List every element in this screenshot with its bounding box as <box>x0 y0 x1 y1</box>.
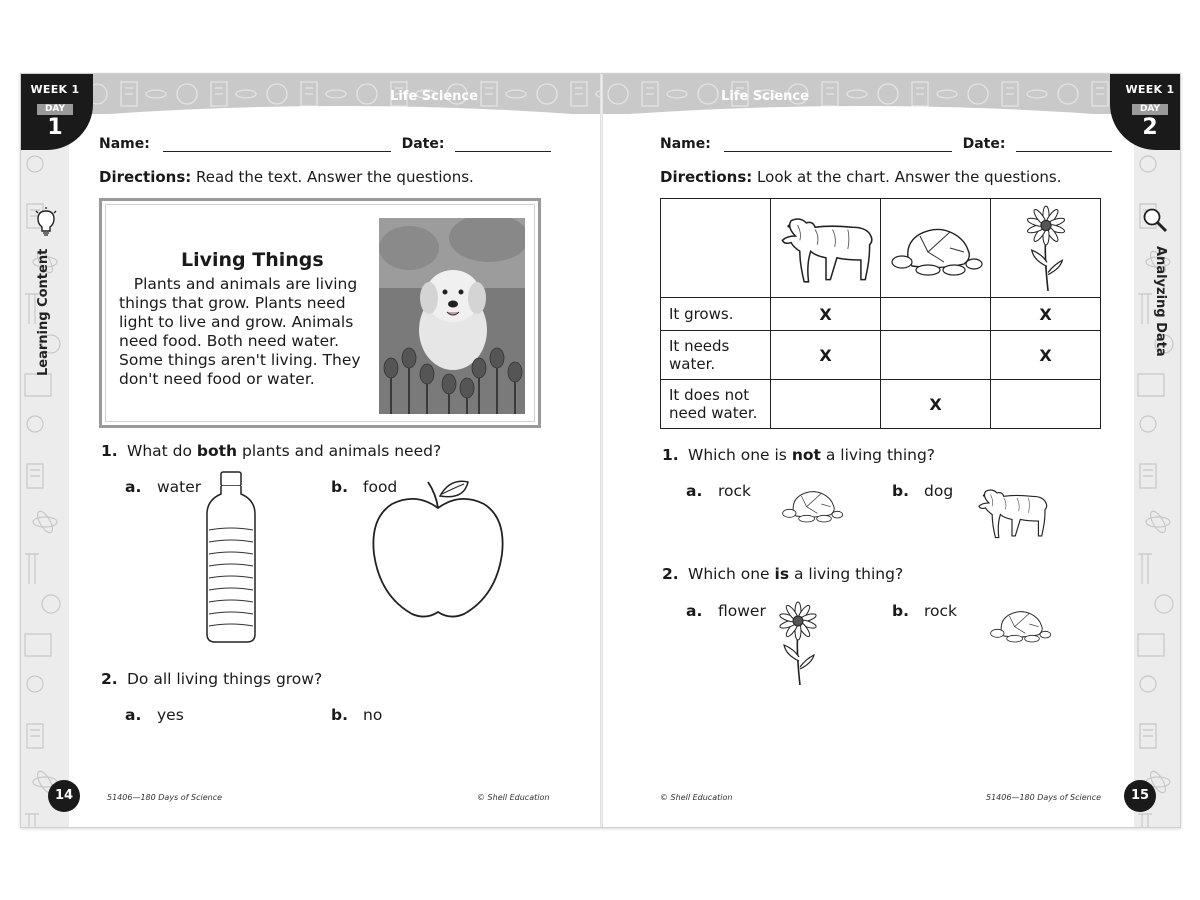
date-label: Date: <box>401 136 445 152</box>
chart-col-flower <box>991 199 1101 298</box>
header-wave <box>81 102 601 122</box>
chart-mark: X <box>881 380 991 429</box>
option-letter: b. <box>892 482 909 500</box>
option-text: rock <box>718 482 752 500</box>
question-text: plants and animals need? <box>237 442 442 460</box>
chart-mark: X <box>771 331 881 380</box>
question-2 <box>101 670 322 688</box>
day-number: 1 <box>47 115 63 140</box>
chart-col-dog <box>771 199 881 298</box>
chart-mark: X <box>991 331 1101 380</box>
date-field[interactable] <box>1016 138 1112 152</box>
data-chart <box>660 198 1101 429</box>
option-letter: a. <box>125 478 142 496</box>
day-badge <box>21 74 93 150</box>
header-title: Life Science <box>390 89 478 104</box>
q2-option-a[interactable] <box>686 602 766 620</box>
passage-line: need food. Both need water. <box>119 332 340 350</box>
water-bottle-icon <box>201 470 261 649</box>
header-title: Life Science <box>721 89 809 104</box>
option-letter: b. <box>892 602 909 620</box>
side-label: Learning Content <box>36 248 51 376</box>
footer-book-id: 51406—180 Days of Science <box>986 793 1102 802</box>
left-page <box>21 74 601 828</box>
rock-icon <box>886 218 986 278</box>
option-letter: a. <box>686 482 703 500</box>
name-date-row <box>99 136 551 152</box>
row-label-line: It does not <box>669 386 750 404</box>
question-text: Which one is <box>688 446 792 464</box>
q2-option-b[interactable] <box>331 706 382 724</box>
day-number: 2 <box>1142 115 1158 140</box>
header-wave <box>602 102 1122 122</box>
question-number: 2. <box>662 565 679 583</box>
directions-label: Directions: <box>660 168 753 186</box>
q2-option-a[interactable] <box>125 706 184 724</box>
page-number: 14 <box>48 780 80 812</box>
option-text: food <box>363 478 398 496</box>
chart-row <box>661 331 1101 380</box>
directions <box>99 168 474 186</box>
question-text: Which one <box>688 565 775 583</box>
q1-option-b[interactable] <box>892 482 953 500</box>
book-spine <box>600 74 603 828</box>
directions-label: Directions: <box>99 168 192 186</box>
question-text: a living thing? <box>789 565 904 583</box>
passage-line: Some things aren't living. They <box>119 351 361 369</box>
option-text: no <box>363 706 383 724</box>
dog-icon <box>974 480 1050 544</box>
passage-body <box>119 275 369 389</box>
chart-col-rock <box>881 199 991 298</box>
chart-row <box>661 298 1101 331</box>
chart-mark <box>881 298 991 331</box>
chart-mark <box>881 331 991 380</box>
row-label-line: It needs <box>669 337 730 355</box>
rock-icon <box>980 604 1060 644</box>
right-page <box>602 74 1181 828</box>
question-text: Do all living things grow? <box>127 670 323 688</box>
passage-title: Living Things <box>181 249 324 271</box>
chart-mark <box>991 380 1101 429</box>
option-text: flower <box>718 602 766 620</box>
question-2 <box>662 565 903 583</box>
side-strip <box>21 144 69 828</box>
chart-row-label <box>661 298 771 331</box>
passage-line: don't need food or water. <box>119 370 315 388</box>
option-letter: a. <box>125 706 142 724</box>
week-label: WEEK 1 <box>30 83 80 96</box>
date-label: Date: <box>962 136 1006 152</box>
workbook-spread <box>20 73 1181 828</box>
name-label: Name: <box>99 136 150 152</box>
chart-corner-cell <box>661 199 771 298</box>
passage-line: things that grow. Plants need <box>119 294 346 312</box>
question-number: 1. <box>662 446 679 464</box>
chart-mark <box>771 380 881 429</box>
footer-publisher: © Shell Education <box>477 793 550 802</box>
name-field[interactable] <box>163 138 391 152</box>
q1-option-a[interactable] <box>686 482 751 500</box>
q1-option-a[interactable] <box>125 478 201 496</box>
option-letter: a. <box>686 602 703 620</box>
page-number: 15 <box>1124 780 1156 812</box>
question-emphasis: not <box>791 446 821 464</box>
row-label-line: water. <box>669 355 716 373</box>
name-field[interactable] <box>724 138 952 152</box>
reading-passage-box <box>99 198 541 428</box>
chart-row-label <box>661 331 771 380</box>
date-field[interactable] <box>455 138 551 152</box>
chart-header-row <box>661 199 1101 298</box>
option-letter: b. <box>331 706 348 724</box>
rock-icon <box>772 484 852 524</box>
chart-mark: X <box>771 298 881 331</box>
option-text: yes <box>157 706 184 724</box>
footer-book-id: 51406—180 Days of Science <box>107 793 223 802</box>
question-text: What do <box>127 442 197 460</box>
side-label: Analyzing Data <box>1153 246 1168 357</box>
question-text: a living thing? <box>820 446 936 464</box>
row-label-line: It grows. <box>669 305 734 323</box>
passage-line: Plants and animals are living <box>119 275 358 293</box>
name-label: Name: <box>660 136 711 152</box>
week-label: WEEK 1 <box>1125 83 1175 96</box>
name-date-row <box>660 136 1112 152</box>
option-text: dog <box>924 482 954 500</box>
option-text: rock <box>924 602 958 620</box>
question-number: 1. <box>101 442 118 460</box>
day-badge <box>1110 74 1181 150</box>
day-label: DAY <box>37 104 73 115</box>
question-emphasis: both <box>196 442 238 460</box>
row-label-line: need water. <box>669 404 758 422</box>
chart-mark: X <box>991 298 1101 331</box>
question-1 <box>101 442 441 460</box>
directions-text: Read the text. Answer the questions. <box>191 168 474 186</box>
lightbulb-icon <box>34 207 58 237</box>
question-number: 2. <box>101 670 118 688</box>
apple-icon <box>366 478 511 627</box>
question-emphasis: is <box>774 565 790 583</box>
directions-text: Look at the chart. Answer the questions. <box>752 168 1062 186</box>
chart-row <box>661 380 1101 429</box>
question-1 <box>662 446 935 464</box>
flower-icon <box>778 599 818 687</box>
passage-line: light to live and grow. Animals <box>119 313 354 331</box>
q2-option-b[interactable] <box>892 602 957 620</box>
dog-icon <box>774 212 878 284</box>
chart-row-label <box>661 380 771 429</box>
option-text: water <box>157 478 202 496</box>
magnifying-glass-icon <box>1142 207 1168 233</box>
dog-photo <box>379 218 525 414</box>
option-letter: b. <box>331 478 348 496</box>
day-label: DAY <box>1132 104 1168 115</box>
footer-publisher: © Shell Education <box>660 793 733 802</box>
flower-icon <box>1024 203 1068 293</box>
directions <box>660 168 1062 186</box>
